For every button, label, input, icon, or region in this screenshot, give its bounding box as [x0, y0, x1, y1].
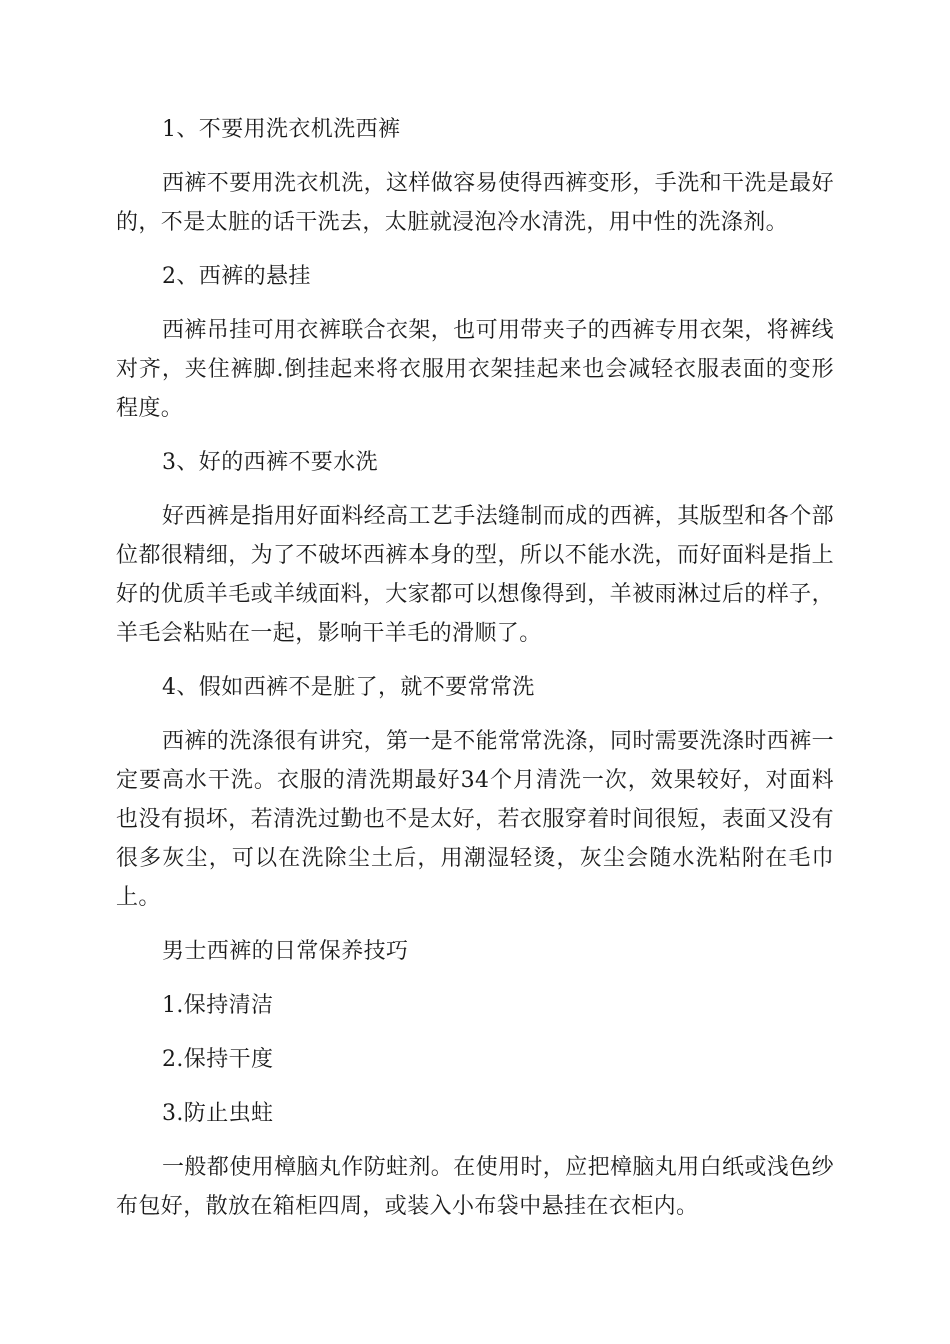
- paragraph-1: 西裤不要用洗衣机洗，这样做容易使得西裤变形，手洗和干洗是最好的，不是太脏的话干洗去，太脏就浸泡冷水清洗，用中性的洗涤剂。: [116, 171, 835, 235]
- section-heading-3: 3、好的西裤不要水洗: [162, 450, 378, 475]
- paragraph-2: 西裤吊挂可用衣裤联合衣架，也可用带夹子的西裤专用衣架，将裤线对齐，夹住裤脚.倒挂起来将衣服用衣架挂起来也会减轻衣服表面的变形程度。: [116, 318, 835, 421]
- section-heading-1: 1、不要用洗衣机洗西裤: [162, 117, 401, 142]
- tip-item-3: 3.防止虫蛀: [162, 1101, 274, 1126]
- document-body: [116, 110, 834, 1241]
- paragraph-5: 一般都使用樟脑丸作防蛀剂。在使用时，应把樟脑丸用白纸或浅色纱布包好，散放在箱柜四周，或装入小布袋中悬挂在衣柜内。: [116, 1155, 835, 1219]
- section-title-care-tips: 男士西裤的日常保养技巧: [162, 939, 409, 964]
- paragraph-3: 好西裤是指用好面料经高工艺手法缝制而成的西裤，其版型和各个部位都很精细，为了不破坏西裤本身的型，所以不能水洗，而好面料是指上好的优质羊毛或羊绒面料，大家都可以想像得到，羊被雨淋过后的样子，羊毛会粘贴在一起，影响干羊毛的滑顺了。: [116, 504, 835, 646]
- section-heading-2: 2、西裤的悬挂: [162, 264, 311, 289]
- section-heading-4: 4、假如西裤不是脏了，就不要常常洗: [162, 675, 535, 700]
- tip-item-1: 1.保持清洁: [162, 993, 274, 1018]
- tip-item-2: 2.保持干度: [162, 1047, 274, 1072]
- paragraph-4: 西裤的洗涤很有讲究，第一是不能常常洗涤，同时需要洗涤时西裤一定要高水干洗。衣服的清洗期最好34个月清洗一次，效果较好，对面料也没有损坏，若清洗过勤也不是太好，若衣服穿着时间很短，表面又没有很多灰尘，可以在洗除尘土后，用潮湿轻烫，灰尘会随水洗粘附在毛巾上。: [116, 729, 835, 910]
